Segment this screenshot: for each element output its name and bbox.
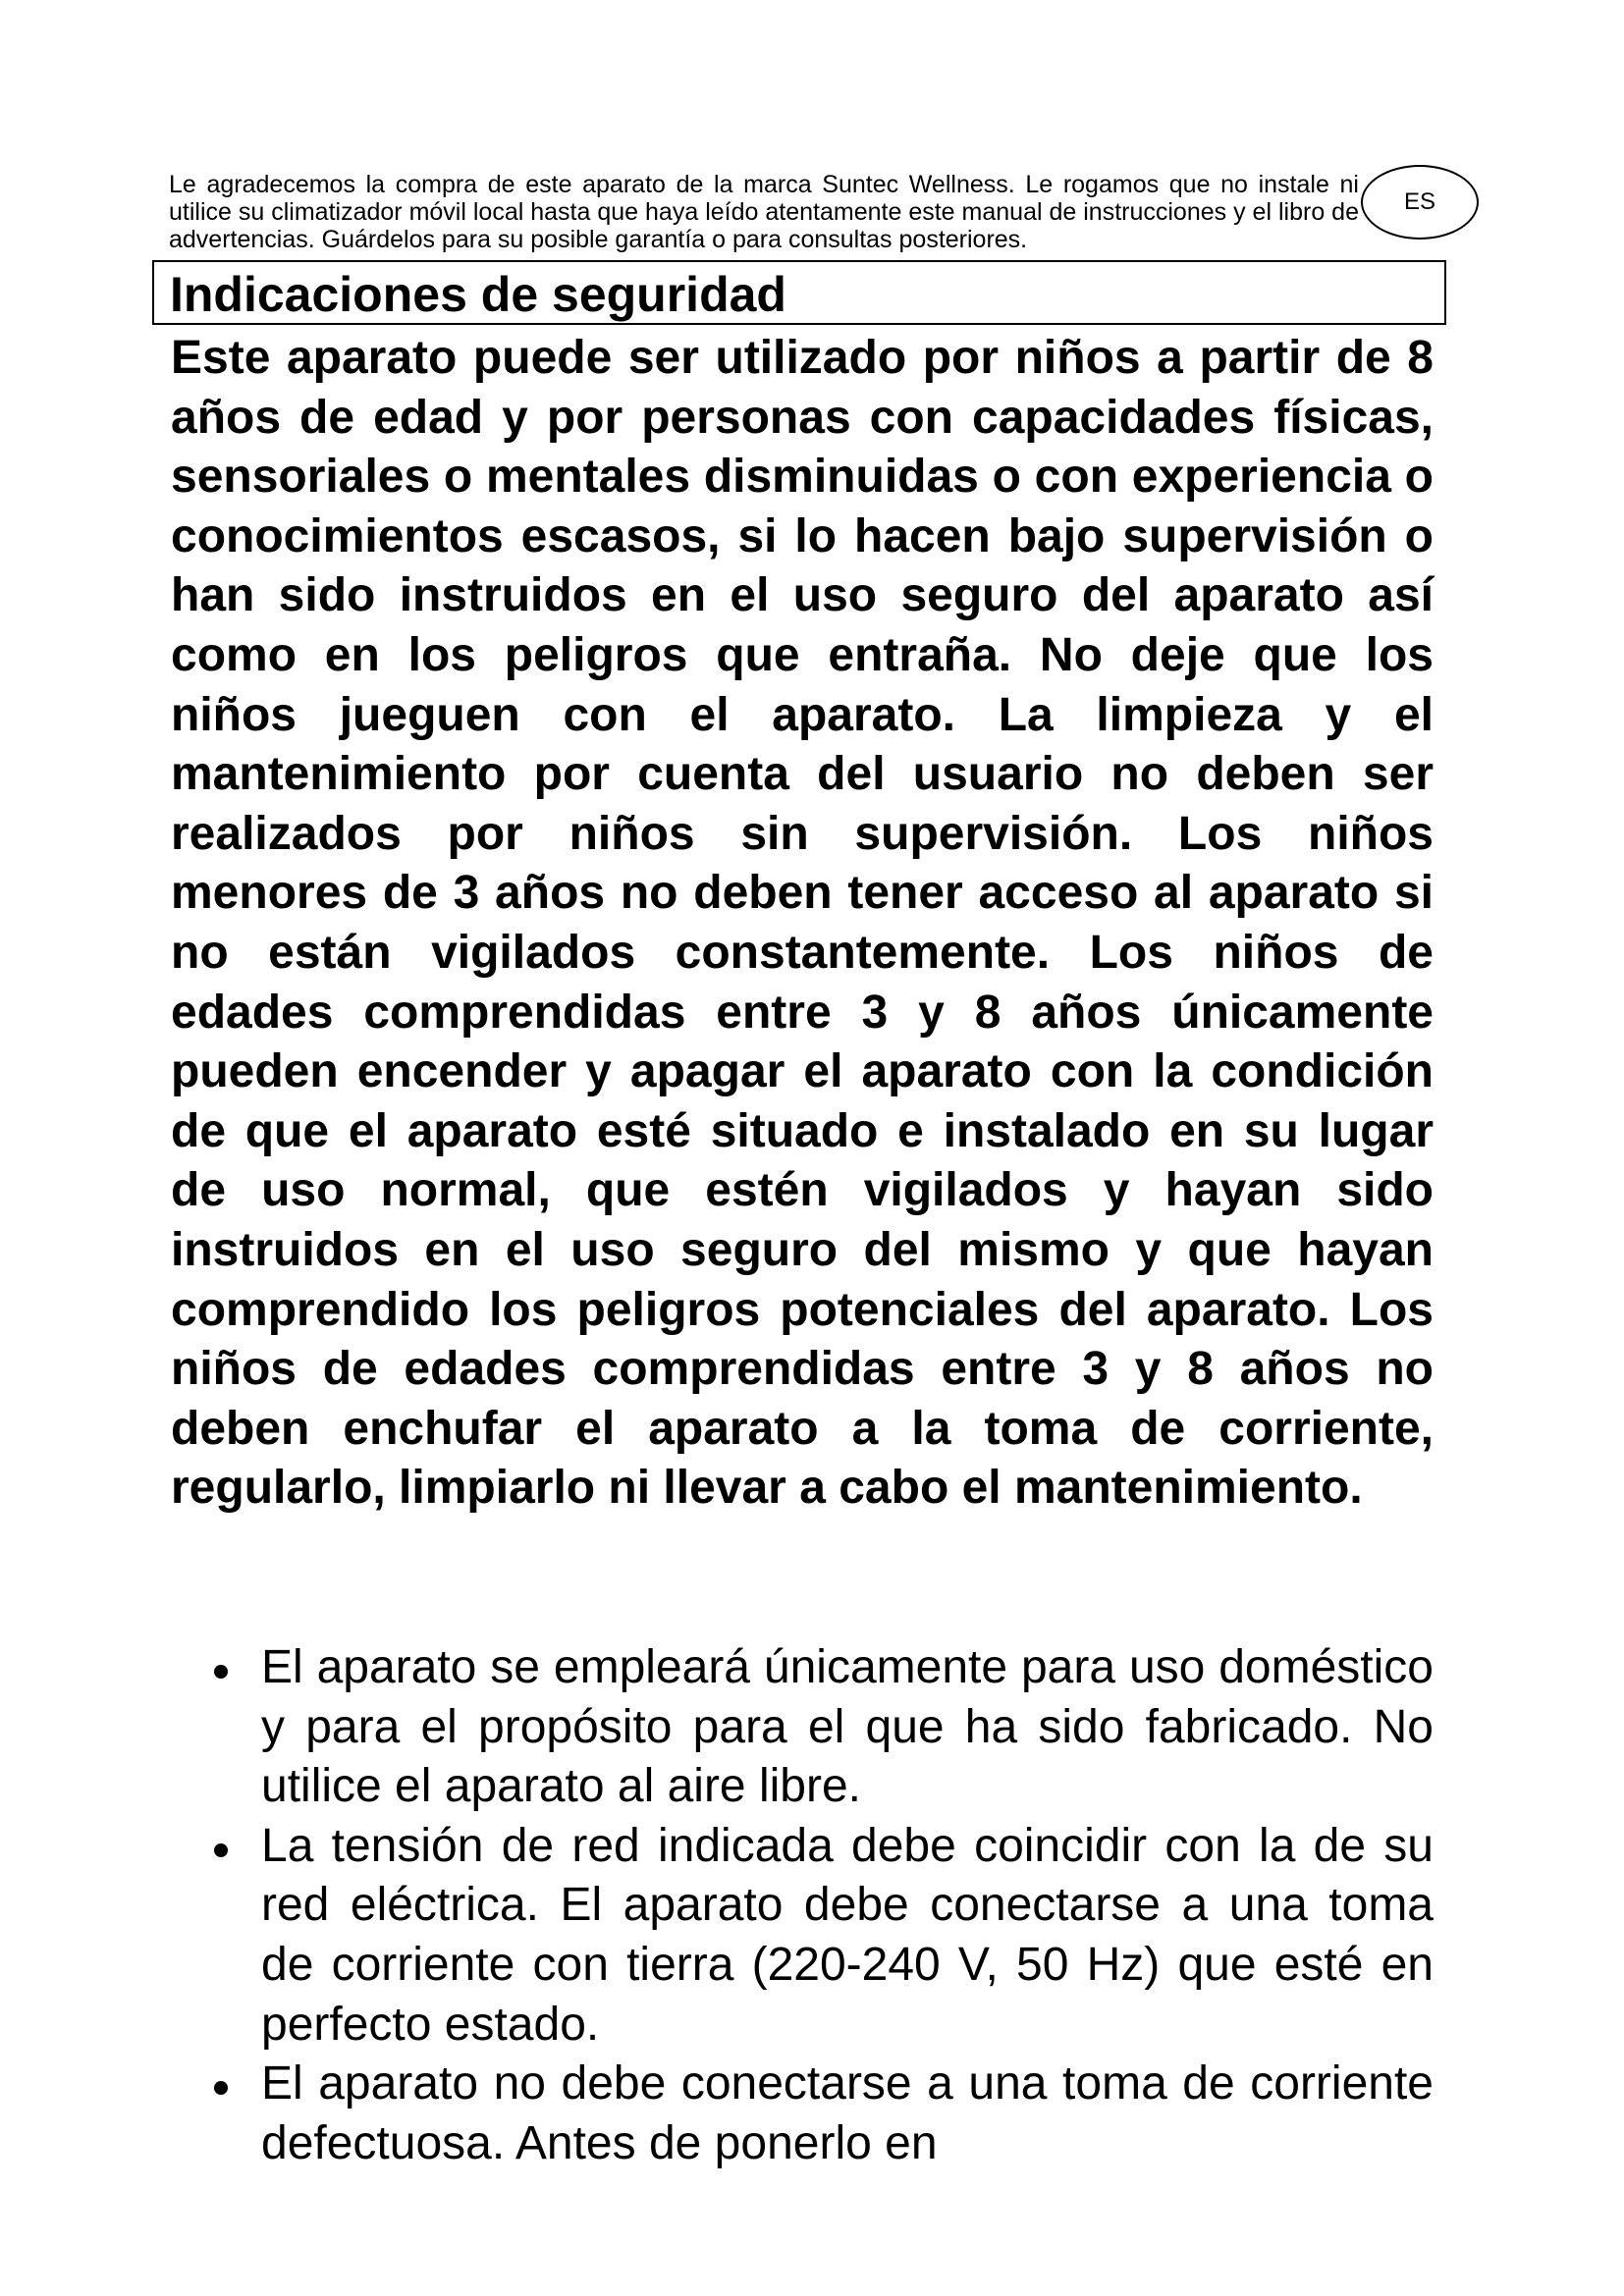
list-item-text: La tensión de red indicada debe coincidir con la de su red eléctrica. El aparato debe conectarse a una toma de corriente con tierra (220-240 V, 50 Hz) que esté en perfecto estado. [261, 1819, 1434, 2051]
bullet-icon [214, 1665, 228, 1679]
section-title: Indicaciones de seguridad [170, 267, 786, 322]
list-item [171, 1638, 1434, 1817]
safety-warning-paragraph: Este aparato puede ser utilizado por niños a partir de 8 años de edad y por personas con capacidades físicas, sensoriales o mentales disminuidas o con experiencia o conocimientos escasos, si lo hacen bajo supervisión o han sido instruidos en el uso seguro del aparato así como en los peligros que entraña. No deje que los niños jueguen con el aparato. La limpieza y el mantenimiento por cuenta del usuario no deben ser realizados por niños sin supervisión. Los niños menores de 3 años no deben tener acceso al aparato si no están vigilados constantemente. Los niños de edades comprendidas entre 3 y 8 años únicamente pueden encender y apagar el aparato con la condición de que el aparato esté situado e instalado en su lugar de uso normal, que estén vigilados y hayan sido instruidos en el uso seguro del mismo y que hayan comprendido los peligros potenciales del aparato. Los niños de edades comprendidas entre 3 y 8 años no deben enchufar el aparato a la toma de corriente, regularlo, limpiarlo ni llevar a cabo el mantenimiento. [171, 332, 1434, 1515]
language-badge: ES [1361, 165, 1479, 240]
list-item-text: El aparato se empleará únicamente para uso doméstico y para el propósito para el que ha sido fabricado. No utilice el aparato al aire libre. [261, 1641, 1434, 1813]
list-item [171, 2055, 1434, 2173]
intro-paragraph: Le agradecemos la compra de este aparato de la marca Suntec Wellness. Le rogamos que no instale ni utilice su climatizador móvil local hasta que haya leído atentamente este manual de instrucciones y el libro de advertencias. Guárdelos para su posible garantía o para consultas posteriores. [169, 171, 1359, 253]
list-item-text: El aparato no debe conectarse a una toma de corriente defectuosa. Antes de ponerlo en [261, 2057, 1434, 2169]
list-item [171, 1817, 1434, 2055]
bullet-icon [214, 2081, 228, 2095]
section-heading-box [152, 260, 1446, 325]
bullet-icon [214, 1843, 228, 1857]
safety-bullet-list [171, 1638, 1434, 2173]
